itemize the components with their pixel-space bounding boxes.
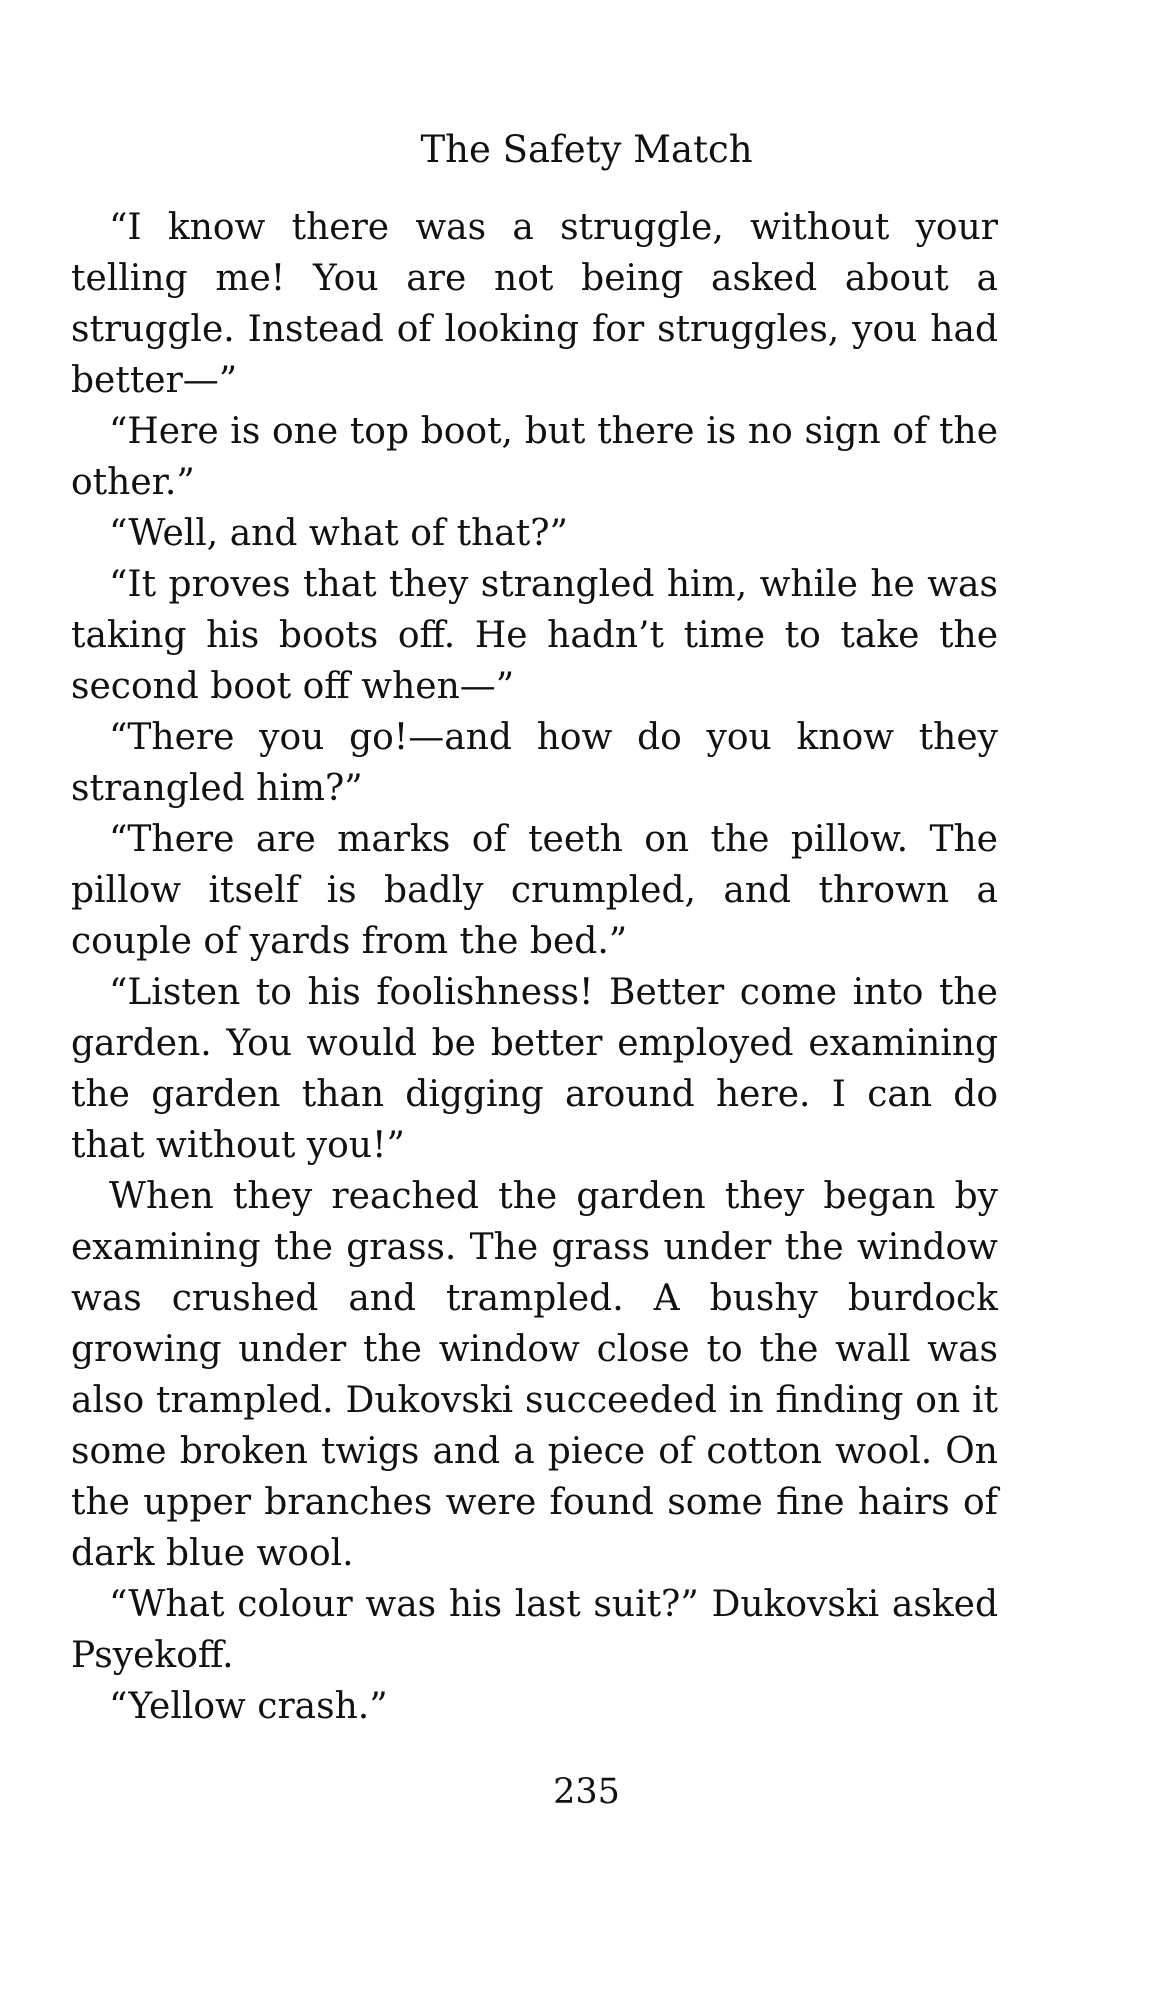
paragraph: “Here is one top boot, but there is no sign of the other.” bbox=[71, 411, 998, 503]
running-head: The Safety Match bbox=[420, 128, 753, 171]
body-text bbox=[71, 202, 998, 1732]
paragraph: “Yellow crash.” bbox=[109, 1686, 388, 1727]
paragraph: “What colour was his last suit?” Dukovski asked Psyekoff. bbox=[71, 1584, 998, 1676]
page-number: 235 bbox=[553, 1772, 620, 1812]
paragraph: “There you go!—and how do you know they strangled him?” bbox=[71, 717, 998, 809]
paragraph: When they reached the garden they began by examining the grass. The grass under the window was crushed and trampled. A bushy burdock growing under the window close to the wall was also trampled. Dukovski succeeded in finding on it some broken twigs and a piece of cotton wool. On the upper branches were found some fine hairs of dark blue wool. bbox=[71, 1176, 998, 1574]
paragraph: “It proves that they strangled him, while he was taking his boots off. He hadn’t time to take the second boot off when—” bbox=[71, 564, 998, 707]
paragraph: “There are marks of teeth on the pillow. The pillow itself is badly crumpled, and thrown a couple of yards from the bed.” bbox=[71, 819, 998, 962]
paragraph: “Well, and what of that?” bbox=[109, 513, 568, 554]
paragraph: “I know there was a struggle, without your telling me! You are not being asked about a struggle. Instead of looking for struggles, you had better—” bbox=[71, 207, 998, 401]
paragraph: “Listen to his foolishness! Better come into the garden. You would be better employed examining the garden than digging around here. I can do that without you!” bbox=[71, 972, 998, 1166]
